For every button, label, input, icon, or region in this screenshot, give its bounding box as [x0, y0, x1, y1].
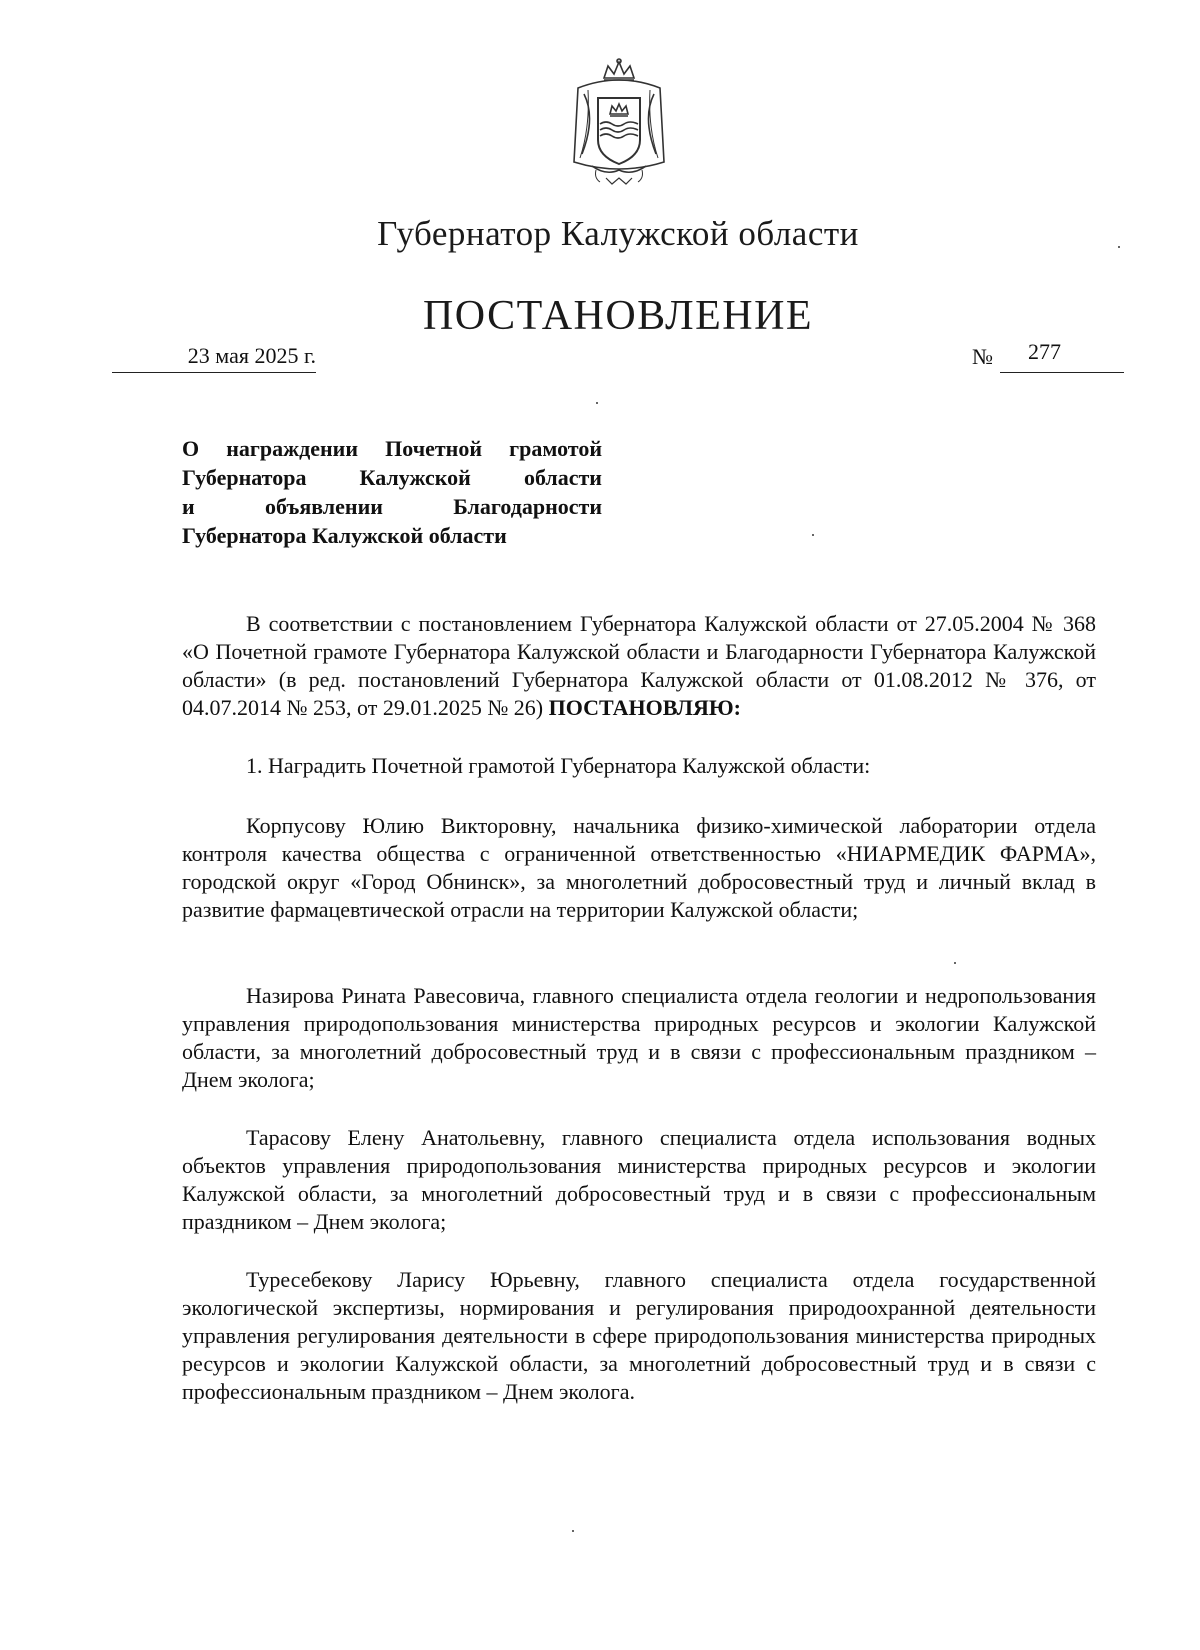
- item-1-paragraph: [182, 752, 1096, 780]
- document-date-field: [112, 342, 316, 373]
- item-1-text: 1. Наградить Почетной грамотой Губернатора Калужской области:: [246, 753, 871, 778]
- document-number: 277: [1028, 339, 1061, 364]
- document-number-field: [1000, 339, 1124, 373]
- document-date: 23 мая 2025 г.: [187, 343, 316, 368]
- scan-speck: [596, 402, 598, 404]
- subject-line: Губернатора Калужской области: [182, 523, 507, 548]
- awardee-text: Тарасову Елену Анатольевну, главного специалиста отдела использования водных объектов управления природопользования министерства природных ресурсов и экологии Калужской области, за многолетний добросовестный труд и в связи с профессиональным праздником – Днем эколога;: [182, 1125, 1096, 1234]
- subject-line: Губернатора Калужской области: [182, 465, 602, 490]
- awardee-paragraph: [182, 982, 1096, 1094]
- kaluga-coat-of-arms-icon: [566, 58, 672, 186]
- awardee-paragraph: [182, 812, 1096, 924]
- subject-line: О награждении Почетной грамотой: [182, 436, 602, 461]
- scan-speck: [812, 534, 814, 536]
- scan-speck: [572, 1530, 574, 1532]
- issuing-authority: Губернатор Калужской области: [377, 214, 859, 253]
- preamble-text: В соответствии с постановлением Губернатора Калужской области от 27.05.2004 № 368 «О Почетной грамоте Губернатора Калужской области и Благодарности Губернатора Калужской области» (в ред. постановлений Губернатора Калужской области от 01.08.2012 № 376, от 04.07.2014 № 253, от 29.01.2025 № 26): [182, 611, 1096, 720]
- document-type-title: ПОСТАНОВЛЕНИЕ: [422, 293, 814, 339]
- awardee-paragraph: [182, 1266, 1096, 1406]
- scan-speck: [954, 962, 956, 964]
- preamble-paragraph: [182, 610, 1096, 722]
- awardee-paragraph: [182, 1124, 1096, 1236]
- resolve-word: ПОСТАНОВЛЯЮ:: [548, 695, 741, 720]
- number-sign: №: [972, 344, 993, 369]
- subject-line: и объявлении Благодарности: [182, 494, 602, 519]
- awardee-text: Корпусову Юлию Викторовну, начальника физико-химической лаборатории отдела контроля качества общества с ограниченной ответственностью «НИАРМЕДИК ФАРМА», городской округ «Город Обнинск», за многолетний добросовестный труд и личный вклад в развитие фармацевтической отрасли на территории Калужской области;: [182, 813, 1096, 922]
- awardee-text: Туресебекову Ларису Юрьевну, главного специалиста отдела государственной экологической экспертизы, нормирования и регулирования природоохранной деятельности управления регулирования деятельности в сфере природопользования министерства природных ресурсов и экологии Калужской области, за многолетний добросовестный труд и в связи с профессиональным праздником – Днем эколога.: [182, 1267, 1096, 1404]
- scan-speck: [1118, 246, 1120, 248]
- document-subject: [182, 434, 602, 550]
- awardee-text: Назирова Рината Равесовича, главного специалиста отдела геологии и недропользования управления природопользования министерства природных ресурсов и экологии Калужской области, за многолетний добросовестный труд и в связи с профессиональным праздником – Днем эколога;: [182, 983, 1096, 1092]
